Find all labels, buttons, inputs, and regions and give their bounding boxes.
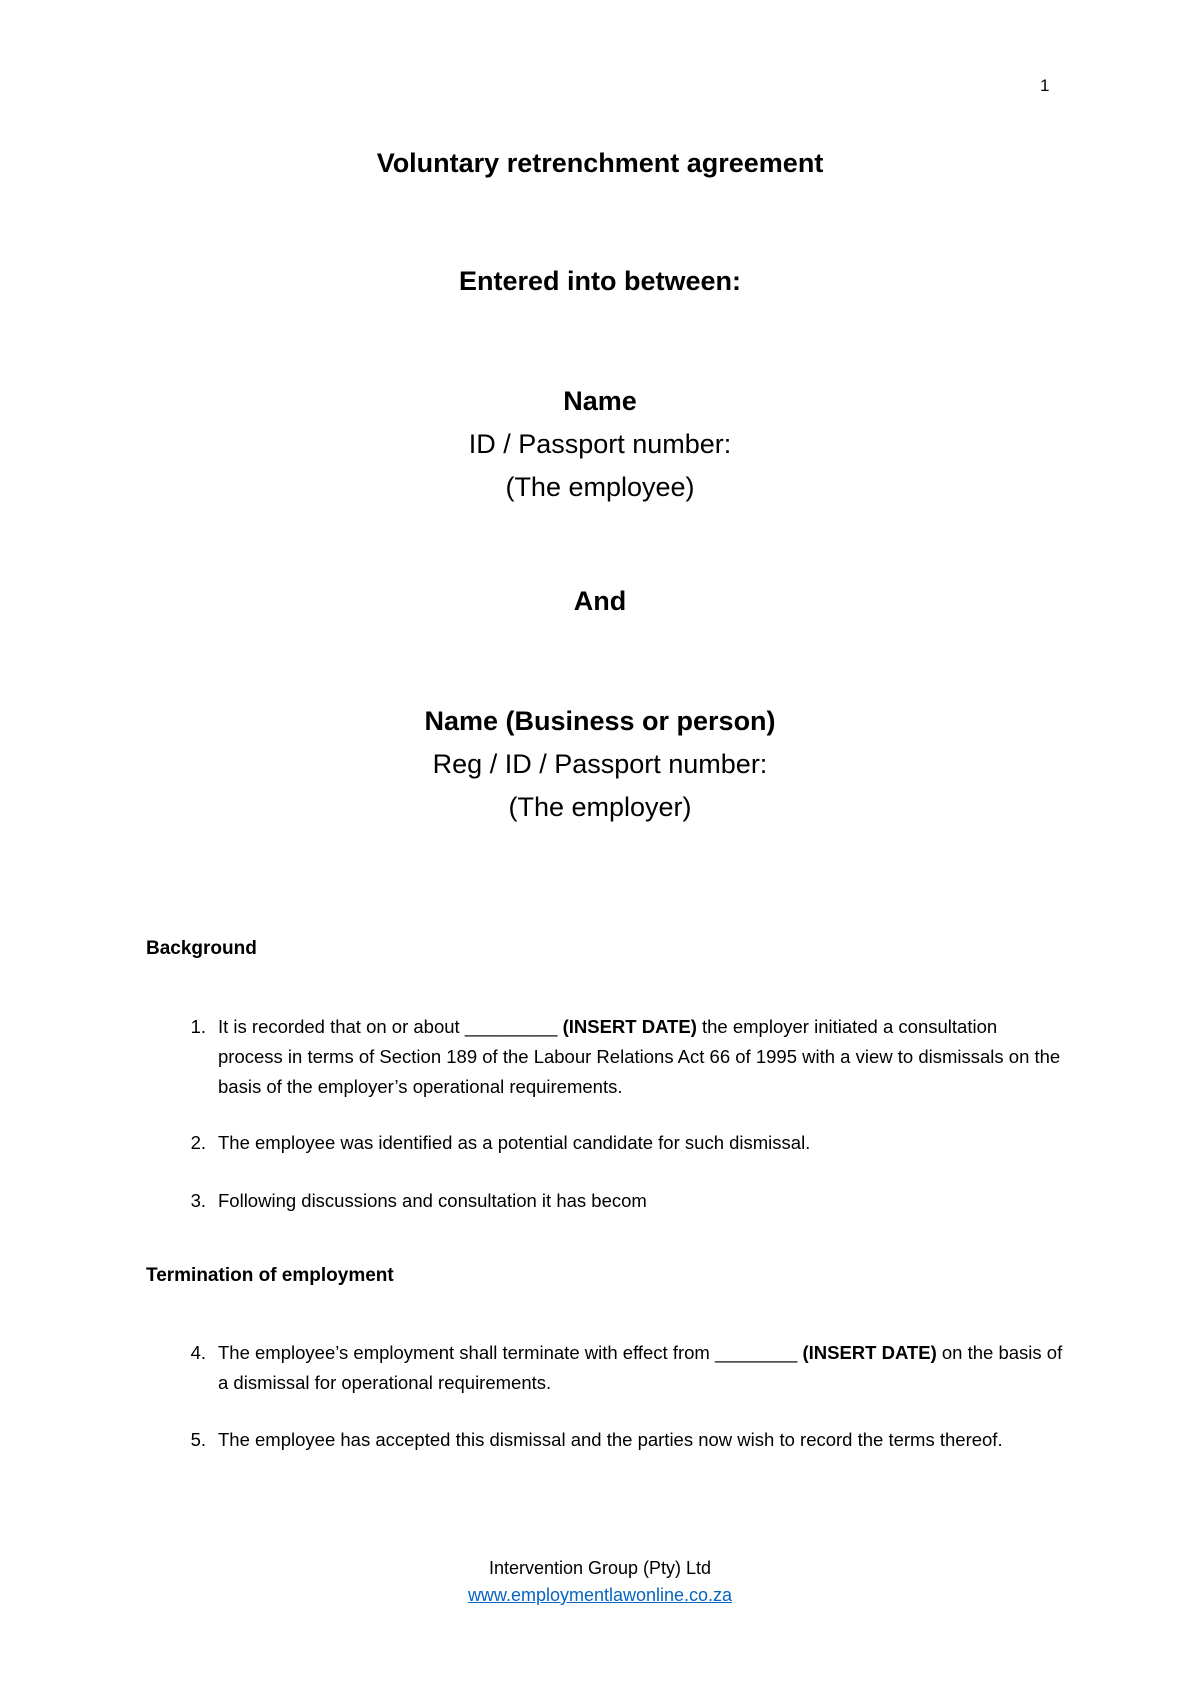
employee-name: Name (563, 386, 637, 416)
item-lead-text: The employee’s employment shall terminate with effect from ________ (218, 1342, 803, 1363)
list-item-text: The employee has accepted this dismissal and the parties now wish to record the terms thereof. (218, 1429, 1003, 1450)
list-item (146, 1338, 1066, 1398)
list-item-number: 2. (190, 1132, 206, 1153)
item-lead-text: It is recorded that on or about _________ (218, 1016, 563, 1037)
list-item-text: The employee was identified as a potential candidate for such dismissal. (218, 1132, 811, 1153)
item-rest-text: on the basis of a dismissal for operational requirements. (218, 1342, 1063, 1393)
list-item (146, 1425, 1066, 1455)
list-item-text (218, 1338, 1066, 1398)
employer-role: (The employer) (508, 792, 692, 822)
insert-date-placeholder: (INSERT DATE) (562, 1016, 697, 1037)
list-item-number: 5. (190, 1429, 206, 1450)
background-heading: Background (146, 938, 257, 959)
employer-id-line: Reg / ID / Passport number: (432, 749, 768, 779)
employer-party-block (0, 700, 1200, 829)
employee-party-block (0, 380, 1200, 509)
list-item-number: 4. (190, 1342, 206, 1363)
list-item-text: Following discussions and consultation it has becom (218, 1190, 647, 1211)
employee-role: (The employee) (505, 472, 695, 502)
insert-date-placeholder: (INSERT DATE) (802, 1342, 937, 1363)
item-rest-text: the employer initiated a consultation process in terms of Section 189 of the Labour Relations Act 66 of 1995 with a view to dismissals on the basis of the employer’s operational requirements. (218, 1016, 1061, 1097)
employer-name: Name (Business or person) (424, 706, 776, 736)
list-item (146, 1128, 1066, 1158)
list-item (146, 1186, 1066, 1216)
document-title: Voluntary retrenchment agreement (376, 148, 824, 178)
termination-heading: Termination of employment (146, 1265, 394, 1286)
list-item (146, 1012, 1066, 1102)
list-item-text (218, 1012, 1066, 1102)
footer-company: Intervention Group (Pty) Ltd (488, 1558, 712, 1578)
employee-id-line: ID / Passport number: (468, 429, 732, 459)
footer-website-link[interactable]: www.employmentlawonline.co.za (467, 1585, 733, 1605)
list-item-number: 1. (190, 1016, 206, 1037)
page-number: 1 (1040, 76, 1050, 95)
entered-into-heading: Entered into between: (458, 266, 742, 296)
and-separator: And (573, 586, 627, 616)
list-item-number: 3. (190, 1190, 206, 1211)
